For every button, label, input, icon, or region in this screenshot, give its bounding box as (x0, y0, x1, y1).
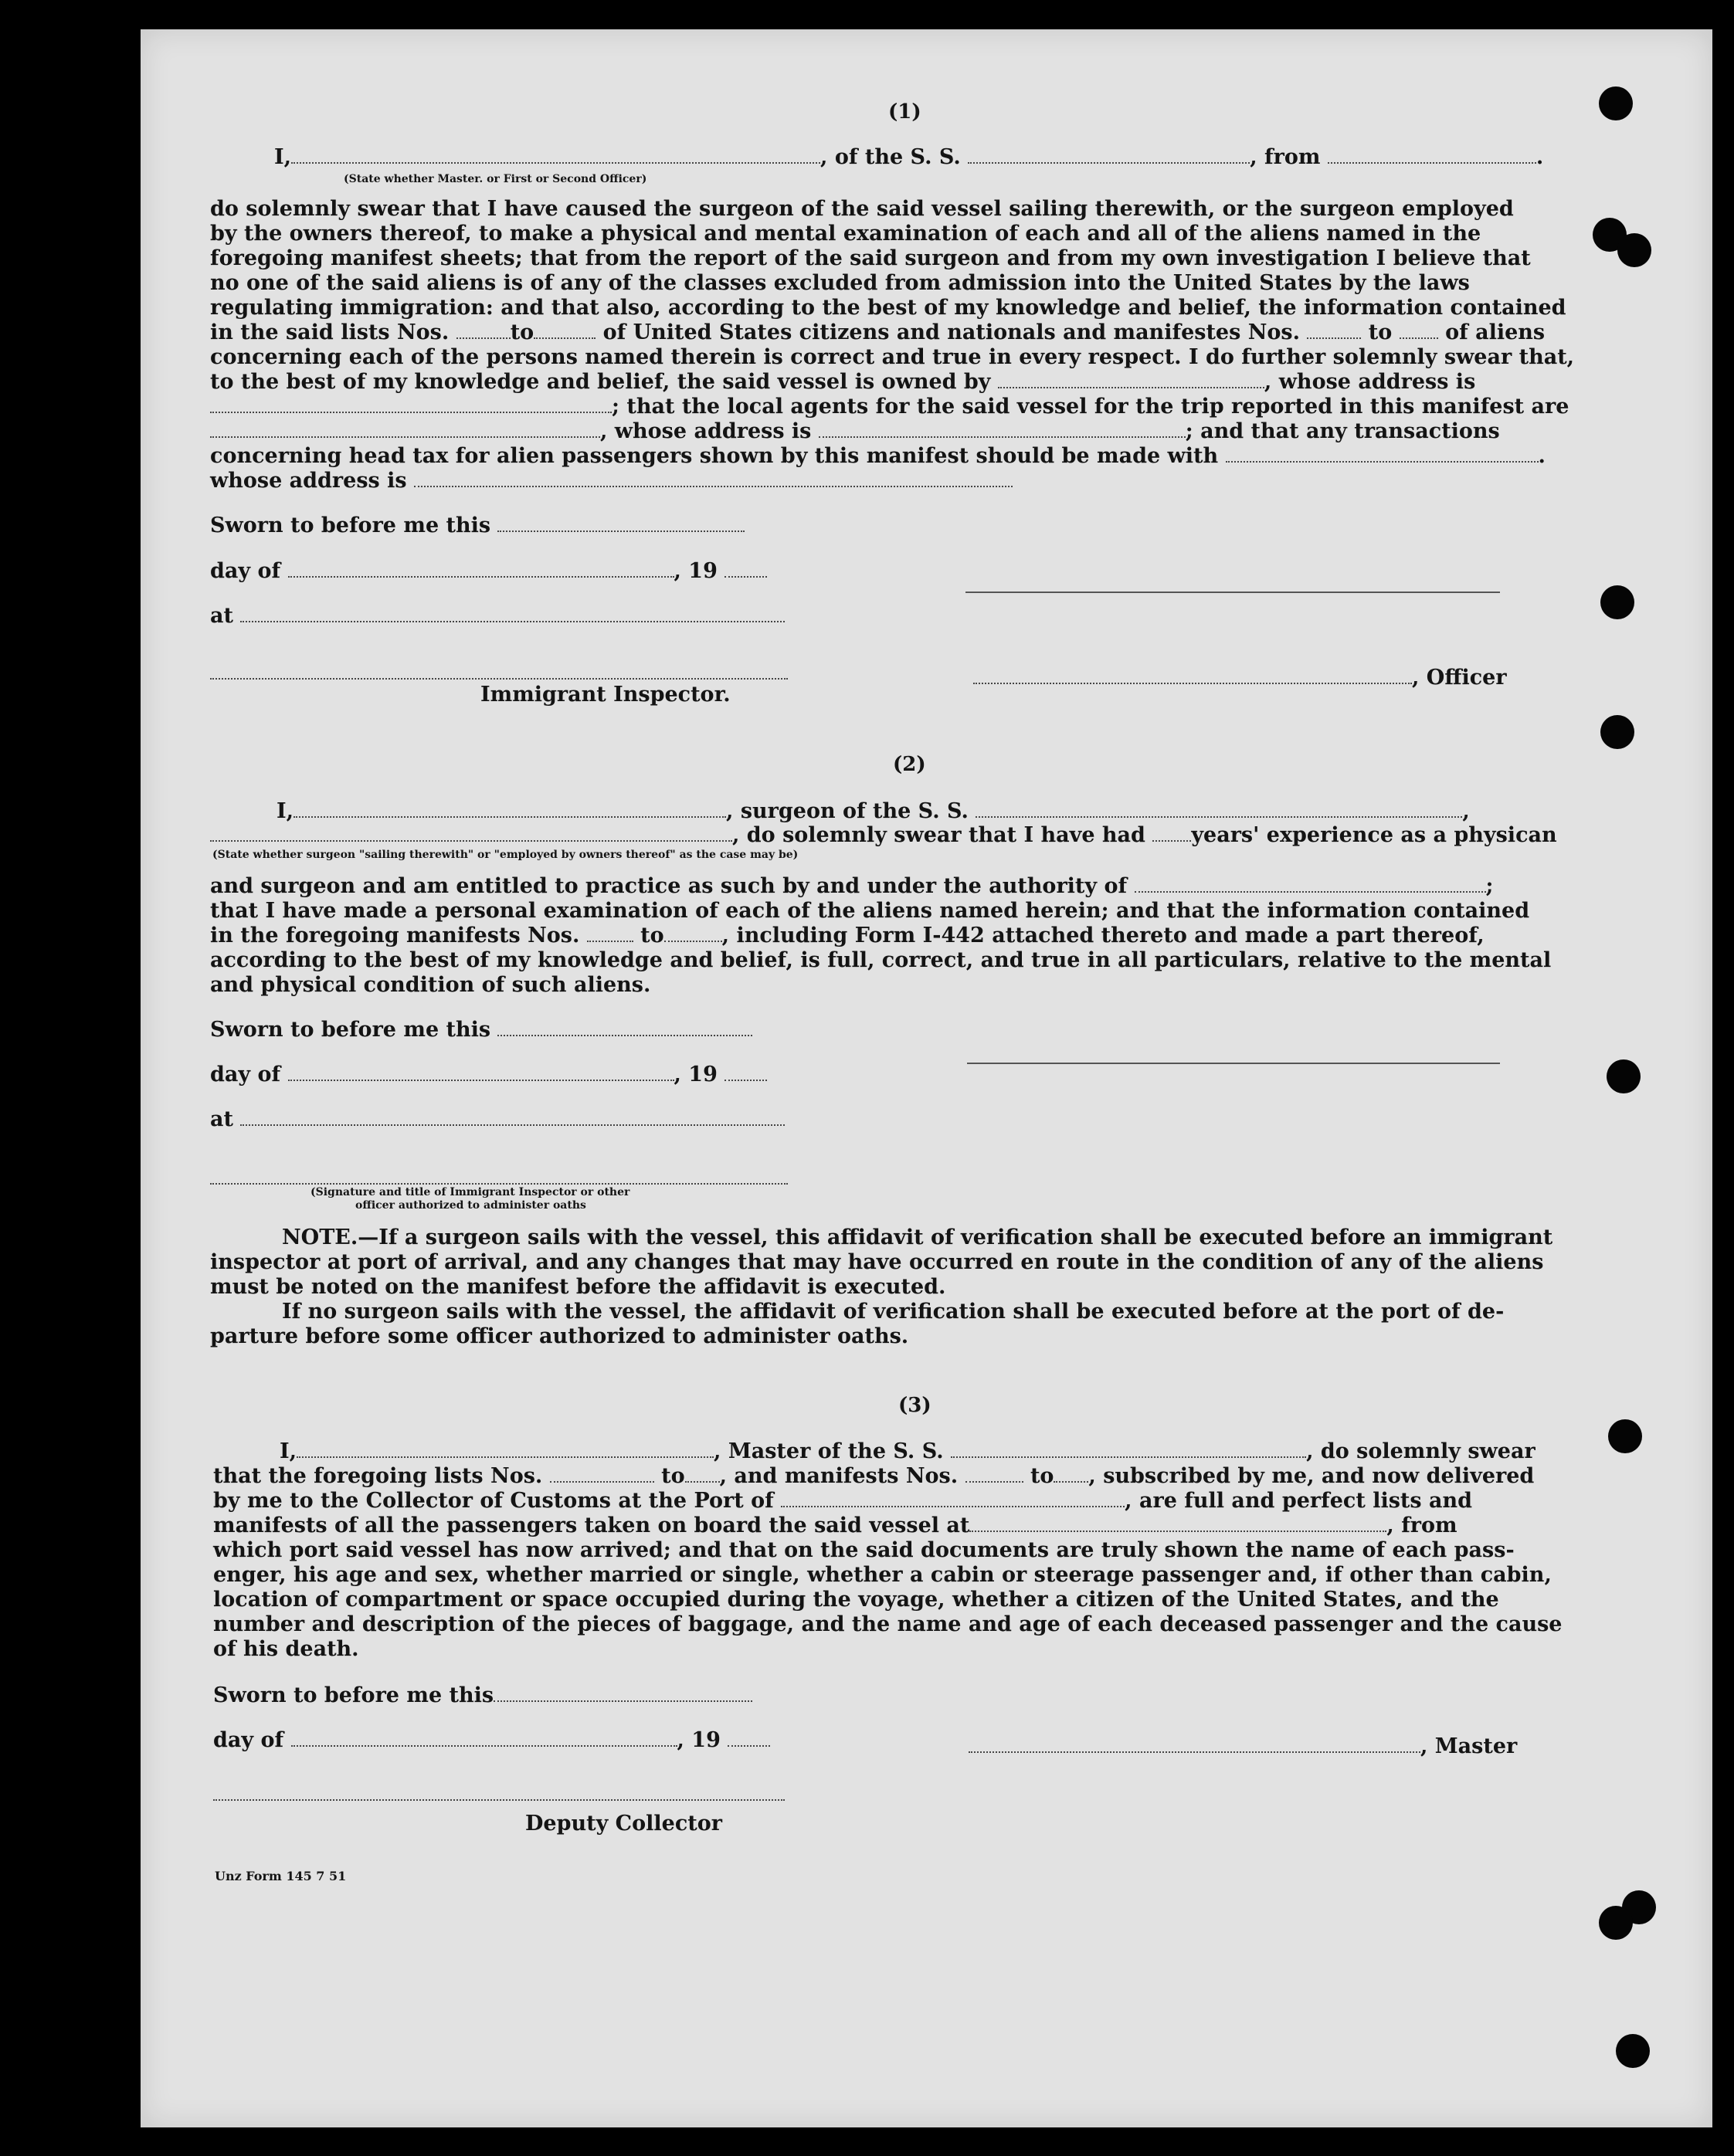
text: , 19 (674, 1063, 718, 1086)
oath-text: according to the best of my knowledge and belief, is full, correct, and true in all particulars, relative to the mental (210, 948, 1552, 972)
inspector-signature-line (210, 1183, 788, 1185)
punch-hole (1599, 86, 1633, 120)
oath-text: enger, his age and sex, whether married or single, whether a cabin or steerage passenger and, if other than cabin, (213, 1563, 1552, 1587)
text: , whose address is (1264, 370, 1476, 394)
punch-hole (1608, 1419, 1642, 1453)
section-number: (3) (898, 1394, 931, 1417)
collector-signature-line (213, 1799, 785, 1801)
oath-line (213, 1464, 1534, 1489)
text: ; that the local agents for the said vessel for the trip reported in this manifest are (612, 395, 1569, 419)
oath-line (213, 1514, 1457, 1538)
text: , are full and perfect lists and (1125, 1489, 1473, 1513)
oath-text: which port said vessel has now arrived; and that on the said documents are truly shown the name of each pass- (213, 1538, 1515, 1562)
oath-text: location of compartment or space occupied during the voyage, whether a citizen of the United States, and the (213, 1588, 1499, 1612)
punch-hole (1607, 1059, 1641, 1093)
oath-line (210, 320, 1545, 345)
text: I, (280, 1439, 297, 1463)
oath-text: no one of the said aliens is of any of the classes excluded from admission into the United States by the laws (210, 271, 1470, 295)
oath-line (210, 469, 1013, 493)
text: , Master of the S. S. (714, 1439, 944, 1463)
inspector-label: Immigrant Inspector. (480, 683, 731, 707)
text: that the foregoing lists Nos. (213, 1464, 543, 1488)
note-text: must be noted on the manifest before the affidavit is executed. (210, 1275, 946, 1299)
text: Sworn to before me this (210, 514, 491, 537)
text: , of the S. S. (820, 145, 961, 169)
note-text: If no surgeon sails with the vessel, the affidavit of verification shall be executed before at the port of de- (282, 1300, 1505, 1324)
punch-hole (1616, 2034, 1650, 2068)
text: I, (274, 145, 292, 169)
master-label: , Master (1420, 1734, 1518, 1758)
place-line (210, 604, 785, 629)
oath-text: regulating immigration: and that also, according to the best of my knowledge and belief, the information contained (210, 296, 1566, 320)
signature-line (965, 592, 1500, 593)
punch-hole (1617, 233, 1651, 267)
sworn-line (213, 1683, 752, 1708)
oath-line (210, 419, 1500, 444)
oath-line (210, 395, 1569, 419)
master-line (969, 1734, 1517, 1759)
text: Sworn to before me this (210, 1018, 491, 1042)
signature-note: (Signature and title of Immigrant Inspector or other (310, 1186, 630, 1198)
text: , from (1250, 145, 1321, 169)
text: , from (1386, 1514, 1457, 1537)
oath-line (210, 370, 1475, 395)
text: , 19 (674, 559, 718, 583)
signature-line (967, 1063, 1500, 1064)
text: to (640, 924, 664, 947)
oath-line: I, , surgeon of the S. S. , (277, 799, 1470, 823)
note-text: inspector at port of arrival, and any changes that may have occurred en route in the condition of any of the aliens (210, 1250, 1544, 1274)
oath-text: number and description of the pieces of baggage, and the name and age of each deceased passenger and the cause (213, 1612, 1563, 1636)
text: Sworn to before me this (213, 1683, 494, 1707)
text: I, (277, 799, 294, 823)
sworn-line (210, 1018, 752, 1042)
text: manifests of all the passengers taken on board the said vessel at (213, 1514, 970, 1537)
text: years' experience as a physican (1191, 823, 1557, 847)
place-line (210, 1107, 785, 1132)
date-line (213, 1728, 770, 1753)
collector-label: Deputy Collector (525, 1812, 722, 1836)
text: of United States citizens and nationals and manifestes Nos. (602, 320, 1300, 344)
text: , including Form I-442 attached thereto and made a part thereof, (721, 924, 1485, 947)
sworn-line (210, 514, 745, 538)
text: , 19 (677, 1728, 721, 1752)
text: day of (210, 1063, 281, 1086)
oath-text: concerning each of the persons named therein is correct and true in every respect. I do further solemnly swear that, (210, 345, 1575, 369)
text: to (661, 1464, 685, 1488)
oath-line: I, , of the S. S. , from . (274, 145, 1544, 169)
text: to the best of my knowledge and belief, the said vessel is owned by (210, 370, 991, 394)
inspector-signature-line (210, 678, 788, 680)
text: concerning head tax for alien passengers shown by this manifest should be made with (210, 444, 1219, 468)
oath-text: and physical condition of such aliens. (210, 973, 651, 997)
punch-hole (1600, 585, 1634, 619)
text: to (1368, 320, 1393, 344)
oath-line: and surgeon and am entitled to practice as such by and under the authority of ; (210, 874, 1494, 898)
oath-text: foregoing manifest sheets; that from the report of the said surgeon and from my own investigation I believe that (210, 246, 1531, 270)
text: in the foregoing manifests Nos. (210, 924, 580, 947)
text: , and manifests Nos. (719, 1464, 959, 1488)
note-text: parture before some officer authorized to administer oaths. (210, 1324, 909, 1348)
oath-line (210, 924, 1485, 948)
officer-label: , Officer (1412, 666, 1507, 690)
note-text: NOTE.—If a surgeon sails with the vessel, this affidavit of verification shall be executed before an immigrant (282, 1225, 1553, 1249)
text: to (1030, 1464, 1054, 1488)
oath-line (280, 1439, 1535, 1464)
field-note: (State whether Master. or First or Second Officer) (344, 173, 647, 185)
text: in the said lists Nos. (210, 320, 450, 344)
oath-line (210, 823, 1557, 848)
punch-hole (1599, 1906, 1633, 1940)
date-line (210, 559, 767, 584)
oath-text: that I have made a personal examination of each of the aliens named herein; and that the information contained (210, 899, 1530, 923)
text: day of (210, 559, 281, 583)
text: at (210, 604, 233, 628)
oath-text: do solemnly swear that I have caused the surgeon of the said vessel sailing therewith, or the surgeon employed (210, 197, 1514, 221)
section-number: (1) (888, 100, 921, 124)
date-line (210, 1063, 767, 1087)
signature-note: officer authorized to administer oaths (355, 1199, 586, 1212)
text: and surgeon and am entitled to practice as such by and under the authority of (210, 874, 1128, 898)
oath-text: of his death. (213, 1637, 359, 1661)
oath-text: by the owners thereof, to make a physical and mental examination of each and all of the aliens named in the (210, 222, 1481, 246)
form-number: Unz Form 145 7 51 (215, 1869, 347, 1883)
officer-line (973, 666, 1507, 690)
text: , do solemnly swear that I have had (732, 823, 1145, 847)
text: of aliens (1445, 320, 1546, 344)
text: to (510, 320, 534, 344)
text: , do solemnly swear (1306, 1439, 1535, 1463)
section-number: (2) (893, 753, 926, 776)
oath-line: concerning head tax for alien passengers shown by this manifest should be made with . (210, 444, 1546, 468)
text: by me to the Collector of Customs at the Port of (213, 1489, 774, 1513)
text: , whose address is (600, 419, 812, 443)
text: ; and that any transactions (1185, 419, 1500, 443)
field-note: (State whether surgeon "sailing therewith" or "employed by owners thereof" as the case may be) (212, 849, 799, 861)
oath-line (213, 1489, 1472, 1514)
text: , subscribed by me, and now delivered (1088, 1464, 1535, 1488)
text: at (210, 1107, 233, 1131)
text: day of (213, 1728, 284, 1752)
punch-hole (1600, 715, 1634, 749)
text: , surgeon of the S. S. (726, 799, 969, 823)
text: whose address is (210, 469, 407, 493)
